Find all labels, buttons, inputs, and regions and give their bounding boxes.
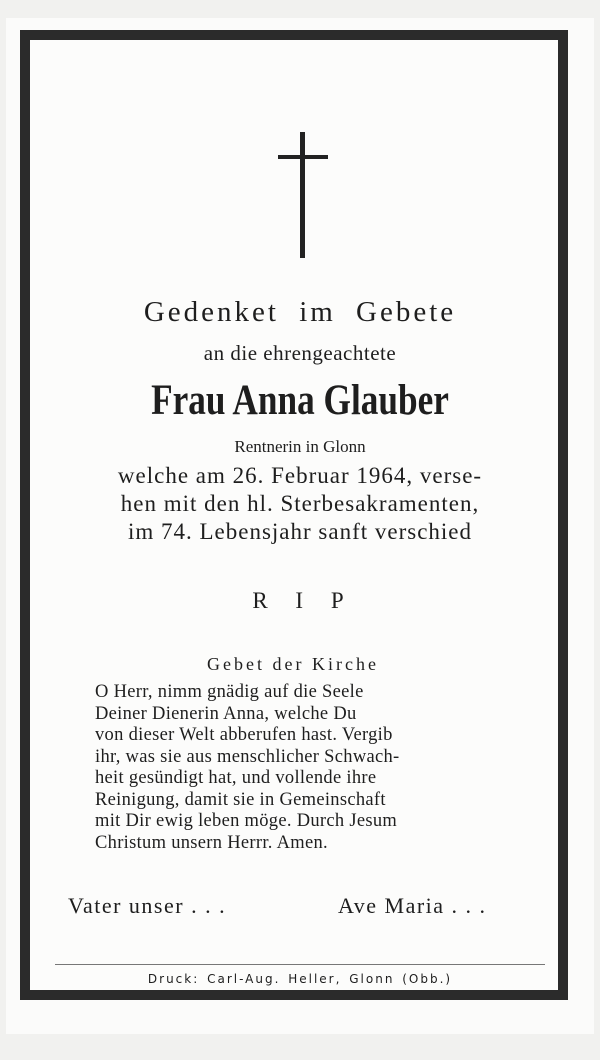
death-text-line: welche am 26. Februar 1964, verse- (117, 463, 483, 488)
rip-line: R I P (252, 588, 348, 613)
prayer-line: mit Dir ewig leben möge. Durch Jesum (95, 811, 398, 831)
prayer-line: Reinigung, damit sie in Gemeinschaft (95, 789, 386, 810)
footer-divider (55, 964, 545, 965)
death-text-line: hen mit den hl. Sterbesakramenten, (120, 491, 480, 516)
prayer-line: Christum unsern Herrr. Amen. (95, 832, 328, 853)
prayer-line: von dieser Welt abberufen hast. Vergib (95, 725, 393, 745)
prayer-line: O Herr, nimm gnädig auf die Seele (95, 682, 364, 702)
prayer-text (95, 682, 535, 854)
prayer-line: Deiner Dienerin Anna, welche Du (95, 703, 357, 724)
death-text-line: im 74. Lebensjahr sanft verschied (127, 519, 473, 544)
prayer-line: ihr, was sie aus menschlicher Schwach- (95, 746, 400, 767)
prayer-title: Gebet der Kirche (207, 654, 379, 674)
printer-imprint: Druck: Carl-Aug. Heller, Glonn (Obb.) (147, 972, 453, 986)
dedication-line: an die ehrengeachtete (203, 341, 397, 365)
cross-vertical-bar (300, 132, 305, 258)
cross-horizontal-bar (278, 155, 328, 159)
card-heading: Gedenket im Gebete (143, 296, 457, 328)
prayer-line: heit gesündigt hat, und vollende ihre (95, 768, 377, 788)
closing-prayer-ave-maria: Ave Maria . . . (338, 893, 487, 918)
closing-prayer-vater-unser: Vater unser . . . (68, 893, 227, 918)
deceased-name: Frau Anna Glauber (151, 377, 449, 424)
occupation-line: Rentnerin in Glonn (234, 437, 366, 456)
